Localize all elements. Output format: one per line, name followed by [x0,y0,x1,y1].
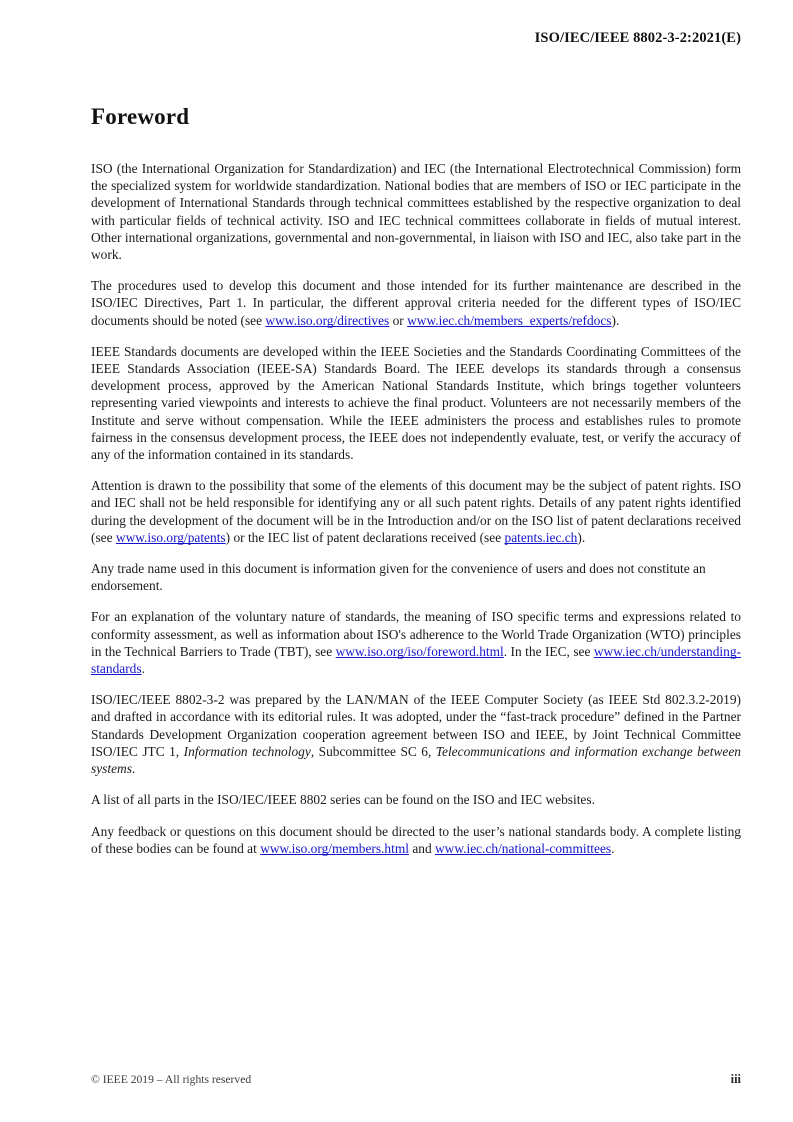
paragraph-document-preparation [91,691,741,777]
page-content [91,104,741,857]
paragraph-procedures-directives [91,277,741,329]
paragraph-patent-rights [91,477,741,546]
link-iec-refdocs[interactable]: www.iec.ch/members_experts/refdocs [407,312,612,328]
paragraph-iso-iec-system [91,160,741,263]
paragraph-text-segment: ) or the IEC list of patent declarations received (see [225,529,505,545]
paragraph-wto-tbt [91,608,741,677]
link-patents-iec-ch[interactable]: patents.iec.ch [504,529,578,545]
paragraph-text-segment: For an explanation of the voluntary nature of standards, the meaning of ISO specific terms and expressions related to conformity assessment, as well as information about ISO's adherence to the World Trade Organization (WTO) principles in the Technical Barriers to Trade (TBT), see [91,609,741,659]
page-title: Foreword [91,104,190,129]
paragraph-text: IEEE Standards documents are developed within the IEEE Societies and the Standards Coordinating Committees of the IEEE Standards Association (IEEE-SA) Standards Board. The IEEE develops its standards through a consensus development process, approved by the American National Standards Institute, which brings together volunteers representing varied viewpoints and interests to achieve the final product. Volunteers are not necessarily members of the Institute and serve without compensation. While the IEEE administers the process and establishes rules to promote fairness in the consensus development process, the IEEE does not independently evaluate, test, or verify the accuracy of any of the information contained in its standards. [91,343,741,463]
paragraph-text-segment: or [389,312,408,328]
paragraph-text-segment: ISO/IEC/IEEE 8802-3-2 was prepared by the LAN/MAN of the IEEE Computer Society (as IEEE Std 802.3.2-2019) and drafted in accordance with its editorial rules. It was adopted, under the “fast-track procedure” defined in the Partner Standards Development Organization cooperation agreement between ISO and IEEE, by Joint Technical Committee ISO/IEC JTC 1, [91,692,741,759]
link-iso-patents[interactable]: www.iso.org/patents [115,529,226,545]
paragraph-text-segment: . [131,761,136,777]
paragraph-text: Any trade name used in this document is information given for the convenience of users and does not constitute an endorsement. [91,561,706,594]
paragraph-text-segment: . In the IEC, see [503,643,594,659]
paragraph-text-segment: Attention is drawn to the possibility that some of the elements of this document may be the subject of patent rights. ISO and IEC shall not be held responsible for identifying any or all such patent rights. Details of any patent rights identified during the development of the document will be in the Introduction and/or on the ISO list of patent declarations received (see [91,478,741,545]
link-iso-foreword[interactable]: www.iso.org/iso/foreword.html [335,643,504,659]
running-header-standard-ref: ISO/IEC/IEEE 8802-3-2:2021(E) [534,30,741,46]
paragraph-series-parts-list [91,791,741,808]
link-iso-members[interactable]: www.iso.org/members.html [260,840,409,856]
link-iec-understanding-standards[interactable]: www.iec.ch/understanding-standards [91,643,741,677]
paragraph-text-segment: , Subcommittee SC 6, [310,743,436,759]
paragraph-text-segment: and [408,840,435,856]
footer-page-number: iii [730,1072,741,1086]
paragraph-trade-name [91,560,741,594]
paragraph-text-segment: ). [577,529,586,545]
paragraph-text-segment: Any feedback or questions on this document should be directed to the user’s national standards body. A complete listing of these bodies can be found at [91,823,741,856]
paragraph-ieee-standards-development [91,343,741,463]
page-footer [91,1072,741,1087]
footer-copyright-notice: © IEEE 2019 – All rights reserved [91,1073,252,1086]
link-iso-directives[interactable]: www.iso.org/directives [265,312,390,328]
paragraph-feedback-questions [91,823,741,857]
italic-information-technology: Information technology [183,743,311,759]
italic-telecommunications-title: Telecommunications and information exchange between systems [91,743,741,777]
link-iec-national-committees[interactable]: www.iec.ch/national-committees [435,840,612,856]
paragraph-text-segment: ). [611,312,620,328]
paragraph-text-segment: . [611,840,615,856]
paragraph-text: A list of all parts in the ISO/IEC/IEEE 8802 series can be found on the ISO and IEC websites. [91,792,595,808]
paragraph-text-segment: . [141,661,145,677]
paragraph-text: ISO (the International Organization for Standardization) and IEC (the International Electrotechnical Commission) form the specialized system for worldwide standardization. National bodies that are members of ISO or IEC participate in the development of International Standards through technical committees established by the respective organization to deal with particular fields of technical activity. ISO and IEC technical committees collaborate in fields of mutual interest. Other international organizations, governmental and non-governmental, in liaison with ISO and IEC, also take part in the work. [91,161,741,263]
paragraph-text-segment: The procedures used to develop this document and those intended for its further maintenance are described in the ISO/IEC Directives, Part 1. In particular, the different approval criteria needed for the different types of ISO/IEC documents should be noted (see [91,278,741,328]
